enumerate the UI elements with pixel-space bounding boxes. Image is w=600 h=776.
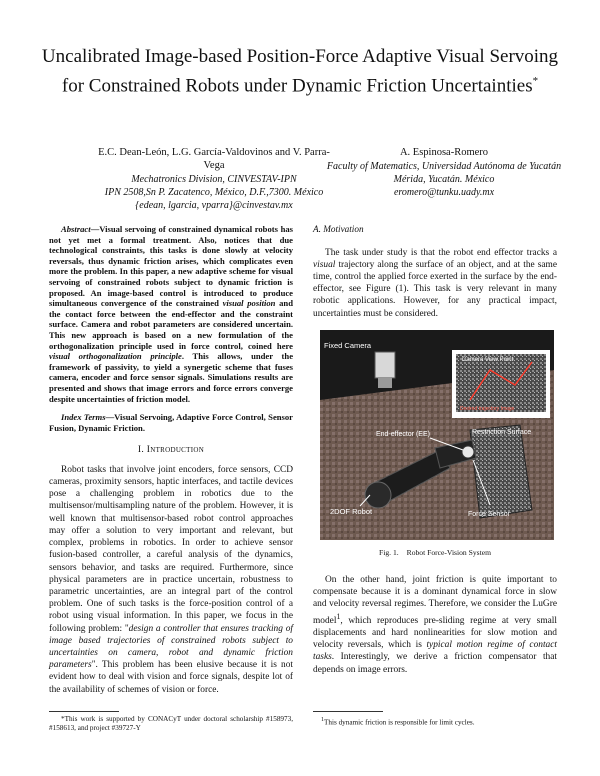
label-end-effector: End-effector (EE) (376, 431, 430, 438)
label-force-sensor: Force Sensor (468, 511, 511, 518)
title-text: Uncalibrated Image-based Position-Force Adaptive Visual Servoing for Constrained Robots under Dynamic Friction Uncertainties (41, 46, 559, 97)
subsection-a-heading (313, 224, 557, 235)
label-camera-view-point: Camera View Point (462, 357, 514, 363)
motivation-emphasis: visual (313, 259, 336, 270)
right-column-continued (313, 574, 557, 676)
abstract-dash: — (90, 224, 100, 234)
label-restriction-surface: Restriction Surface (472, 429, 532, 436)
footnote-right-text: This dynamic friction is responsible for limit cycles. (324, 718, 475, 727)
index-terms-label: Index Terms (61, 412, 106, 423)
figure-number: Fig. 1. (379, 548, 399, 557)
abstract-label: Abstract (61, 224, 91, 234)
footnote-rule-right (313, 711, 383, 712)
footnote-right-mark: 1 (321, 717, 324, 723)
subsection-a-title: Motivation (323, 224, 364, 234)
figure-caption-text: Robot Force-Vision System (406, 548, 491, 557)
abstract-part-1: Visual servoing of constrained dynamical robots has not yet met a formal treatment. Also, notices that due technological constraints, this tasks is done slowly at velocity reversals, thus dynamic friction arises, which complicates even more the problem. In this paper, a new adaptive scheme for visual servoing of constrained robots subject to dynamic friction is proposed. An image-based control is introduced to produce simultaneous convergence of the constrained (49, 224, 293, 309)
end-effector (462, 446, 474, 458)
emails-right: eromero@tunku.uady.mx (393, 187, 495, 198)
footnote-rule-left (49, 711, 119, 712)
friction-part-1: On the other hand, joint friction is quite important to compensate because it is a dominant dynamical force in slow and velocity reversal regimes. Therefore, we consider the LuGre model (313, 575, 557, 626)
paper-title (40, 44, 560, 98)
title-footnote-mark: * (532, 75, 539, 87)
abstract-emphasis-2: visual orthogonalization principle (49, 351, 182, 362)
section-1-heading (49, 445, 293, 456)
author-block-right (316, 146, 572, 199)
abstract-part-2: and the contact force between the end-effector and the constraint surface. Camera and robot parameters are considered uncertain. This new approach is based on a new formulation of the orthogonalization principle used in force control, coined here (49, 298, 293, 351)
robot-figure-illustration (320, 330, 554, 540)
robot-base-joint (365, 482, 391, 508)
intro-part-1: Robot tasks that involve joint encoders, force sensors, CCD cameras, proximity sensors, haptic interfaces, and tactile devices pose a challenging problem in robotics due to the multisensor/multisampling nature of the problem. However, it is well known that multisensor-based robot control approaches may offer a solution to very important and relevant, but complex, problems in robotics. In order to achieve sensor fusion-based controller, a careful analysis of the dynamics, sensors behavior, and tasks are required. Furthermore, since physical parameters are in practice uncertain, robustness to parametric uncertainties, are an integral part of the control problem. One of such tasks is the force-position control of a robot using visual information. In this paper, we focus in the following problem: " (49, 464, 293, 634)
author-names-left: E.C. Dean-León, L.G. García-Valdovinos and V. Parra-Vega (98, 147, 330, 171)
affiliation-right-1: Faculty of Matematics, Universidad Autónoma de Yucatán (326, 161, 562, 172)
index-terms-dash: — (105, 412, 115, 423)
intro-paragraph (49, 464, 293, 696)
footnote-left: *This work is supported by CONACyT under doctoral scholarship #158973, #158613, and project #39727-Y (49, 715, 293, 732)
section-1-number: I. (137, 445, 145, 456)
motivation-paragraph (313, 247, 557, 320)
affiliation-left-1: Mechatronics Division, CINVESTAV-IPN (131, 174, 297, 185)
friction-paragraph (313, 574, 557, 676)
camera-lens (378, 378, 392, 388)
footnote-right (313, 716, 557, 727)
label-robot: 2DOF Robot (330, 507, 373, 516)
friction-footnote-mark: 1 (336, 611, 341, 621)
index-terms (49, 412, 293, 433)
camera-body (375, 352, 395, 378)
abstract (49, 224, 293, 404)
index-terms-text: Visual Servoing, Adaptive Force Control, Sensor Fusion, Dynamic Friction. (49, 412, 294, 433)
abstract-emphasis-1: visual position (222, 298, 276, 309)
friction-part-3: . Interestingly, we derive a friction compensator that depends on image errors. (313, 652, 557, 675)
motivation-part-2: trajectory along the surface of an object, and at the same time, control the applied force exerted in the surface by the end-effector, see Figure (1). This task is very relevant in many robotic applications. However, for any practical impact, uncertainties must be considered. (313, 259, 557, 319)
intro-emphasis: design a controller that ensures tracking of image based trajectories of constrained robots subject to uncertainties on camera, robot and dynamic friction parameters (49, 623, 293, 671)
section-1-title: Introduction (146, 445, 205, 456)
label-desired-trajectory: Desired trajectory Image (460, 406, 515, 412)
friction-emphasis: typical motion regime of contact tasks (313, 640, 557, 663)
left-column (49, 224, 293, 696)
robot-figure (320, 330, 554, 540)
abstract-part-3: . This allows, under the framework of passivity, to yield a synergetic scheme that fuses camera, encoder and force sensor signals. Simulations results are presented and shows that image errors and force errors converge despite uncertainties of friction model. (49, 351, 294, 404)
author-block-left (96, 146, 332, 212)
motivation-part-1: The task under study is that the robot end effector tracks a (325, 247, 557, 258)
intro-part-2: ". This problem has been elusive because it is not evident how to deal with vision and force signals, despite lot of the availability of schemes of vision or force. (49, 660, 293, 695)
right-column (313, 224, 557, 320)
subsection-a-label: A. (313, 224, 321, 234)
figure-caption (313, 548, 557, 557)
label-fixed-camera: Fixed Camera (324, 341, 372, 350)
affiliation-right-2: Mérida, Yucatán. México (393, 174, 495, 185)
emails-left: {edean, lgarcia, vparra}@cinvestav.mx (135, 200, 293, 211)
author-names-right: A. Espinosa-Romero (399, 147, 489, 158)
affiliation-left-2: IPN 2508,Sn P. Zacatenco, México, D.F.,7300. México (104, 187, 324, 198)
friction-part-2: , which reproduces pre-sliding regime at very small displacements and hard nonlinearities for slow motion and velocity reversals, which is (313, 615, 557, 651)
